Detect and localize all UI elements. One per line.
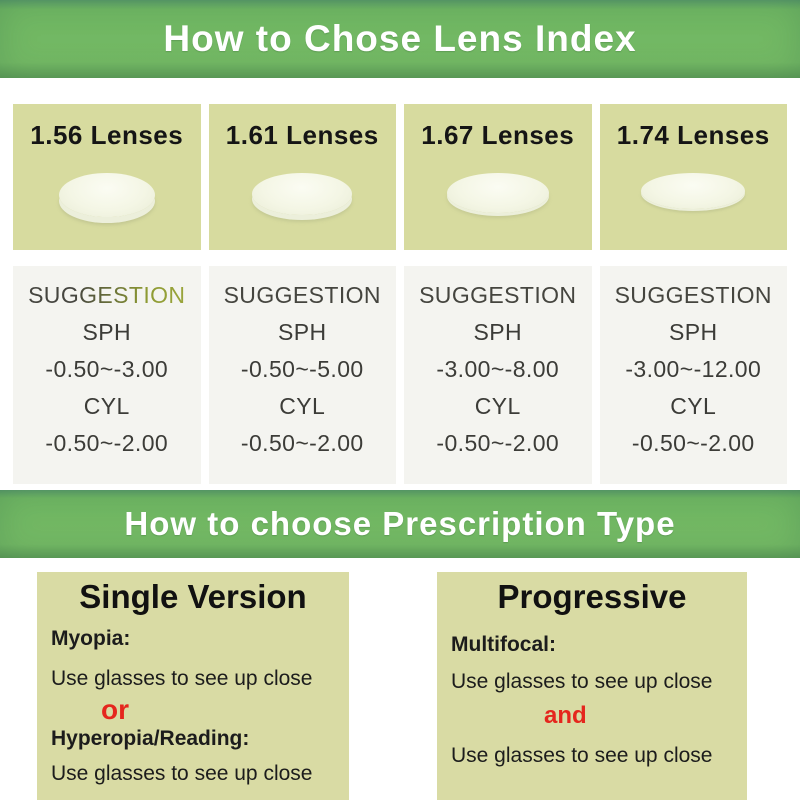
condition-text: Use glasses to see up close <box>451 744 713 767</box>
sph-label: SPH <box>473 319 522 345</box>
cyl-range: -0.50~-2.00 <box>631 430 755 456</box>
cyl-label: CYL <box>279 393 326 419</box>
lens-card-label: 1.56 Lenses <box>30 120 184 150</box>
box-title: Single Version <box>79 578 307 615</box>
sph-label: SPH <box>82 319 131 345</box>
lens-card-label: 1.61 Lenses <box>225 120 379 150</box>
conjunction-or: or <box>101 694 129 725</box>
lens-cards-row <box>13 104 787 250</box>
suggestion-row <box>13 266 787 484</box>
suggestion-heading: SUGGESTION <box>614 282 772 308</box>
sph-label: SPH <box>278 319 327 345</box>
lens-card-156 <box>13 104 201 250</box>
suggestion-heading: SUGGESTION <box>419 282 577 308</box>
sph-label: SPH <box>669 319 718 345</box>
prescription-banner <box>0 490 800 558</box>
cyl-label: CYL <box>83 393 130 419</box>
suggestion-column-174 <box>600 266 788 484</box>
sph-range: -0.50~-3.00 <box>45 356 169 382</box>
cyl-range: -0.50~-2.00 <box>436 430 560 456</box>
sph-range: -3.00~-12.00 <box>625 356 762 382</box>
suggestion-heading: SUGGESTION <box>28 277 185 314</box>
section-title: How to choose Prescription Type <box>124 505 676 542</box>
sph-range: -3.00~-8.00 <box>436 356 560 382</box>
lens-disc-icon <box>59 173 155 217</box>
condition-text: Use glasses to see up close <box>51 762 313 785</box>
lens-card-174 <box>600 104 788 250</box>
condition-label-hyperopia: Hyperopia/Reading: <box>51 727 250 750</box>
lens-disc-icon <box>641 173 745 209</box>
lens-card-label: 1.67 Lenses <box>421 120 575 150</box>
condition-label-multifocal: Multifocal: <box>451 633 556 656</box>
condition-text: Use glasses to see up close <box>451 670 713 693</box>
conjunction-and: and <box>544 702 587 729</box>
cyl-range: -0.50~-2.00 <box>45 430 169 456</box>
sph-range: -0.50~-5.00 <box>240 356 364 382</box>
lens-disc-icon <box>447 173 549 213</box>
lens-disc-icon <box>252 173 352 215</box>
cyl-range: -0.50~-2.00 <box>240 430 364 456</box>
suggestion-column-161 <box>209 266 397 484</box>
prescription-box-progressive <box>437 572 747 800</box>
condition-text: Use glasses to see up close <box>51 667 313 690</box>
page-title: How to Chose Lens Index <box>163 18 637 59</box>
lens-card-label: 1.74 Lenses <box>616 120 770 150</box>
suggestion-column-167 <box>404 266 592 484</box>
header-banner <box>0 0 800 78</box>
lens-card-161 <box>209 104 397 250</box>
box-title: Progressive <box>497 578 687 615</box>
lens-card-167 <box>404 104 592 250</box>
suggestion-heading: SUGGESTION <box>223 282 381 308</box>
cyl-label: CYL <box>670 393 717 419</box>
prescription-box-single-version <box>37 572 349 800</box>
cyl-label: CYL <box>474 393 521 419</box>
suggestion-column-156 <box>13 266 201 484</box>
condition-label-myopia: Myopia: <box>51 627 131 650</box>
